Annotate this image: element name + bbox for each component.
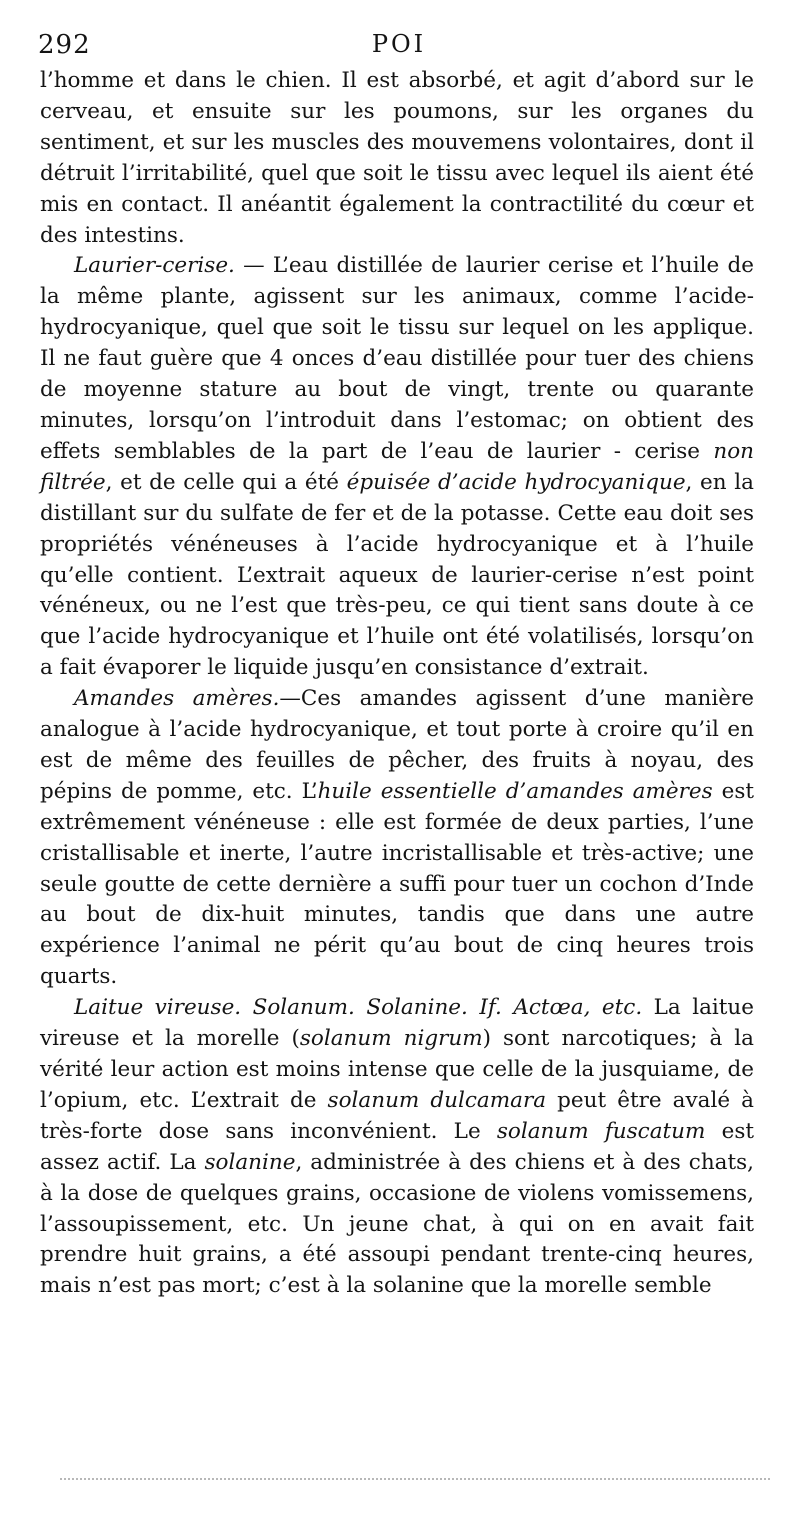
paragraph-text: l’homme et dans le chien. Il est absorbé, et agit d’abord sur le cerveau, et ensuite sur les poumons, sur les organes du sentiment, et sur les muscles des mouvemens volontaires, dont il détruit l’irritabilité, quel que soit le tissu avec lequel ils aient été mis en contact. Il anéantit également la contractilité du cœur et des intestins.	[40, 68, 754, 248]
italic-term: solanum dulcamara	[327, 1087, 547, 1113]
paragraph-laitue-vireuse	[40, 993, 754, 1302]
entry-heading-laitue-vireuse: Laitue vireuse. Solanum. Solanine. If. Actœa, etc.	[74, 995, 643, 1021]
paragraph-text: , en la distillant sur du sulfate de fer et de la potasse. Cette eau doit ses propriétés vénéneuses à l’acide hydrocyanique et à l’huile qu’elle contient. L’extrait aqueux de laurier-cerise n’est point vénéneux, ou ne l’est que très-peu, ce qui tient sans doute à ce que l’acide hydrocyanique et l’huile ont été volatilisés, lorsqu’on a fait évaporer le liquide jusqu’en consistance d’extrait.	[40, 469, 754, 681]
body-text	[40, 66, 754, 1302]
page-number: 292	[38, 30, 91, 60]
italic-term: non filtrée	[40, 438, 754, 495]
paragraph-amandes-ameres	[40, 684, 754, 993]
italic-term: solanum nigrum	[299, 1026, 483, 1052]
paragraph-text: —Ces amandes agissent d’une manière analogue à l’acide hydrocyanique, et tout porte à croire qu’il en est de même des feuilles de pêcher, des fruits à noyau, des pépins de pomme, etc. L’	[40, 686, 754, 804]
paragraph-text: , et de celle qui a été	[105, 469, 347, 495]
entry-heading-amandes-ameres: Amandes amères.	[74, 686, 280, 712]
paragraph-laurier-cerise	[40, 251, 754, 684]
paragraph-text: est assez actif. La	[40, 1118, 755, 1175]
scan-artifact-dots	[60, 1478, 770, 1482]
running-head-title: POI	[371, 30, 427, 58]
paragraph-homme-chien	[40, 66, 754, 251]
italic-term: épuisée d’acide hydrocyanique	[346, 469, 686, 495]
paragraph-text: — L’eau distillée de laurier cerise et l’huile de la même plante, agissent sur les animaux, comme l’acide-hydrocyanique, quel que soit le tissu sur lequel on les applique. Il ne faut guère que 4 onces d’eau distillée pour tuer des chiens de moyenne stature au bout de vingt, trente ou quarante minutes, lorsqu’on l’introduit dans l’estomac; on obtient des effets semblables de la part de l’eau de laurier - cerise	[40, 253, 754, 464]
paragraph-text: peut être avalé à très-forte dose sans inconvénient. Le	[40, 1087, 754, 1144]
italic-term: huile essentielle d’amandes amères	[317, 778, 713, 804]
paragraph-text: est extrêmement vénéneuse : elle est formée de deux parties, l’une cristallisable et inerte, l’autre incristallisable et très-active; une seule goutte de cette dernière a suffi pour tuer un cochon d’Inde au bout de dix-huit minutes, tandis que dans une autre expérience l’animal ne périt qu’au bout de cinq heures trois quarts.	[40, 778, 754, 990]
italic-term: solanine	[204, 1149, 296, 1175]
running-head	[38, 30, 760, 64]
italic-term: solanum fuscatum	[496, 1118, 706, 1144]
paragraph-text: La laitue vireuse et la morelle (	[40, 995, 755, 1052]
paragraph-text: ) sont narcotiques; à la vérité leur action est moins intense que celle de la jusquiame, de l’opium, etc. L’extrait de	[40, 1026, 754, 1113]
entry-heading-laurier-cerise: Laurier-cerise.	[74, 253, 235, 279]
paragraph-text: , administrée à des chiens et à des chats, à la dose de quelques grains, occasione de violens vomissemens, l’assoupissement, etc. Un jeune chat, à qui on en avait fait prendre huit grains, a été assoupi pendant trente-cinq heures, mais n’est pas mort; c’est à la solanine que la morelle semble	[40, 1149, 754, 1299]
